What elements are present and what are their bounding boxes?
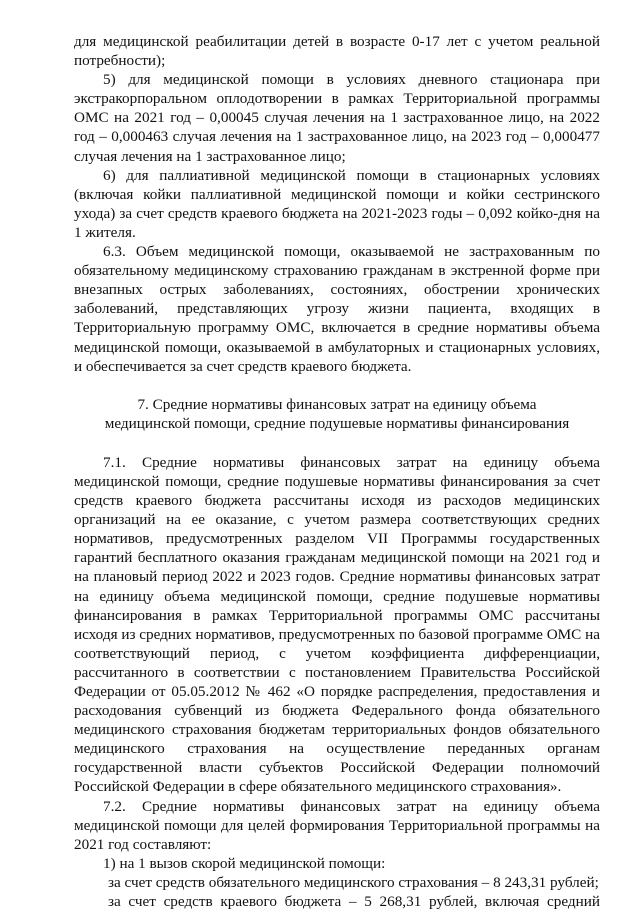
spacer: [74, 376, 600, 395]
item-7-2-1: 1) на 1 вызов скорой медицинской помощи:: [103, 854, 386, 872]
section-7-title-line-1: 7. Средние нормативы финансовых затрат на единицу объема: [137, 395, 537, 413]
item-5-paragraph: 5) для медицинской помощи в условиях дневного стационара при экстракорпоральном оплодотворении в рамках Территориальной программы ОМС на 2021 год – 0,00045 случая лечения на 1 застрахованное лицо, на 2022 год – 0,000463 случая лечения на 1 застрахованное лицо, на 2023 год – 0,000477 случая лечения на 1 застрахованное лицо;: [74, 71, 600, 165]
paragraph-7-1: 7.1. Средние нормативы финансовых затрат на единицу объема медицинской помощи, средние подушевые нормативы финансирования за счет средств краевого бюджета рассчитаны исходя из расходов медицинских организаций на ее оказание, с учетом размера соответствующих средних нормативов, предусмотренных разделом VII Программы государственных гарантий бесплатного оказания гражданам медицинской помощи на 2021 год и на плановый период 2022 и 2023 годов. Средние нормативы финансовых затрат на единицу объема медицинской помощи, средние подушевые нормативы финансирования в рамках Территориальной программы ОМС рассчитаны исходя из средних нормативов, предусмотренных по базовой программе ОМС на соответствующий период, с учетом коэффициента дифференциации, рассчитанного в соответствии с постановлением Правительства Российской Федерации от 05.05.2012 № 462 «О порядке распределения, предоставления и расходования субвенций из бюджета Федерального фонда обязательного медицинского страхования бюджетам территориальных фондов обязательного медицинского страхования на осуществление переданных органам государственной власти субъектов Российской Федерации полномочий Российской Федерации в сфере обязательного медицинского страхования».: [74, 453, 600, 796]
spacer: [74, 433, 600, 453]
section-7-title-line-2: медицинской помощи, средние подушевые нормативы финансирования: [104, 414, 570, 432]
item-6-paragraph: 6) для паллиативной медицинской помощи в стационарных условиях (включая койки паллиативной медицинской помощи и койки сестринского ухода) за счет средств краевого бюджета на 2021-2023 годы – 0,092 койко-дня на 1 жителя.: [74, 166, 600, 241]
line-oms-funding: за счет средств обязательного медицинского страхования – 8 243,31 рублей;: [108, 873, 599, 891]
continuation-paragraph: для медицинской реабилитации детей в возрасте 0-17 лет с учетом реальной потребности);: [74, 33, 600, 70]
document-page: [74, 32, 600, 911]
paragraph-6-3: 6.3. Объем медицинской помощи, оказываемой не застрахованным по обязательному медицинскому страхованию гражданам в экстренной форме при внезапных острых заболеваниях, состояниях, обострении хронических заболеваний, представляющих угрозу жизни пациента, входящих в Территориальную программу ОМС, включается в средние нормативы объема медицинской помощи, оказываемой в амбулаторных и стационарных условиях, и обеспечивается за счет средств краевого бюджета.: [74, 243, 600, 375]
paragraph-7-2: 7.2. Средние нормативы финансовых затрат на единицу объема медицинской помощи для целей формирования Территориальной программы на 2021 год составляют:: [74, 797, 600, 853]
line-budget-funding: за счет средств краевого бюджета – 5 268,31 рублей, включая средний: [108, 893, 600, 911]
